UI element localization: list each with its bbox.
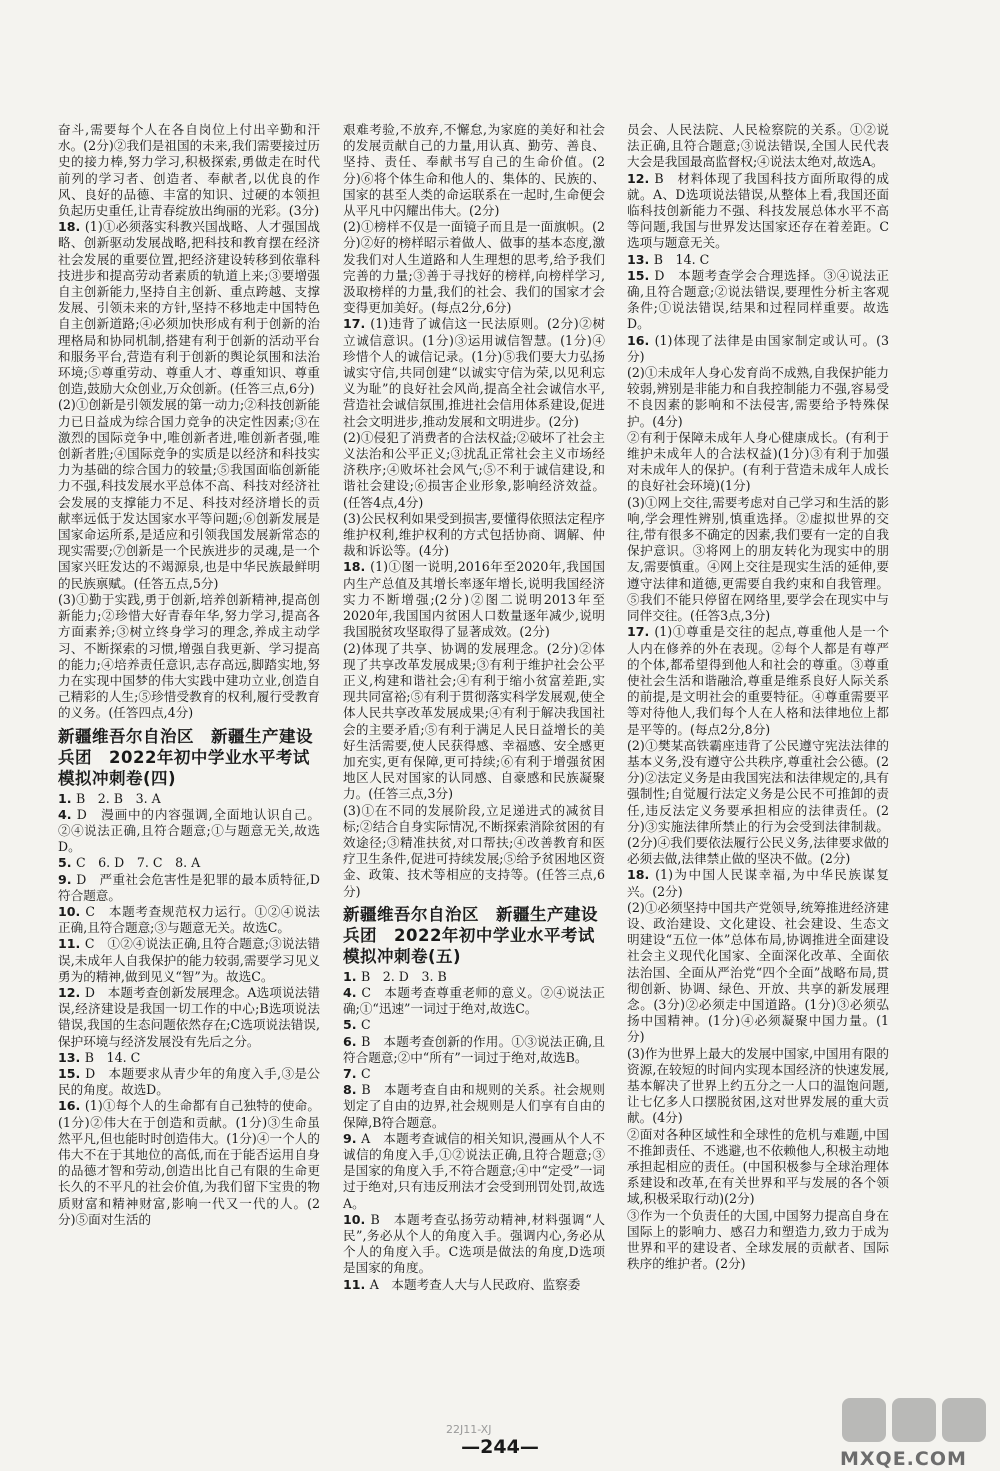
question-number: 18. [627,867,656,883]
answer-block [343,1277,605,1293]
answer-block [58,219,320,397]
answer-text: (2)①樊某高铁霸座违背了公民遵守宪法法律的基本义务,没有遵守公共秩序,尊重社会公德。(2分)②法定义务是由我国宪法和法律规定的,具有强制性;自觉履行法定义务是公民不可推卸的责任,违反法定义务要承担相应的法律责任。(2分)③实施法律所禁止的行为会受到法律制裁。(2分)④我们要依法履行公民义务,法律要求做的必须去做,法律禁止做的坚决不做。(2分) [627,737,889,867]
question-number: 10. [343,1211,371,1227]
answer-text: B 14. C [84,1049,141,1065]
answer-block [627,430,889,495]
answer-text: D 严重社会危害性是犯罪的最本质特征,D符合题意。 [58,871,321,903]
answer-block [627,1127,889,1208]
answer-text: (1)①图一说明,2016年至2020年,我国国内生产总值及其增长率逐年增长,说明我国经济实力不断增强;(2分)②图二说明2013年至2020年,我国国内贫困人口数量逐年减少,说明我国脱贫攻坚取得了显著成效。(2分) [343,559,605,640]
answer-text: A 本题考查人大与人民政府、监察委 [369,1276,581,1292]
column-middle [343,122,605,1293]
answer-text: B 2. D 3. B [360,968,447,984]
answer-text: (3)作为世界上最大的发展中国家,中国用有限的资源,在较短的时间内实现本国经济的快速发展,基本解决了世界上约五分之一人口的温饱问题,让七亿多人口摆脱贫困,这对世界发展的重大贡献。(4分) [627,1045,889,1126]
answer-text: B 本题考查创新的作用。①③说法正确,且符合题意;②中“所有”一词过于绝对,故选B。 [343,1033,605,1065]
answer-text: D 本题考查学会合理选择。③④说法正确,且符合题意;②说法错误,要理性分析主客观条件;①说法错误,结果和过程同样重要。故选D。 [627,267,889,332]
question-number: 12. [627,170,655,186]
answer-block [343,430,605,511]
question-number: 5. [58,855,76,871]
answer-text: C 本题考查规范权力运行。①②④说法正确,且符合题意;③与题意无关。故选C。 [58,903,320,936]
answer-block [58,807,320,856]
question-number: 13. [58,1049,85,1065]
section-title: 新疆维吾尔自治区 新疆生产建设兵团 2022年初中学业水平考试模拟冲刺卷(五) [343,904,598,966]
answer-block [343,1034,605,1066]
answer-text: (1)为中国人民谋幸福,为中华民族谋复兴。(2分) [627,867,889,899]
answer-text: ②有利于保障未成年人身心健康成长。(有利于维护未成年人的合法权益)(1分)③有利于加强对未成年人的保护。(有利于营造未成年人成长的良好社会环境)(1分) [627,429,889,494]
answer-text: B 本题考查弘扬劳动精神,材料强调“人民”,务必从个人的角度入手。强调内心,务必从个人的角度入手。C选项是做法的角度,D选项是国家的角度。 [343,1211,605,1276]
question-number: 13. [627,251,654,267]
answer-text: 艰难考验,不放弃,不懈怠,为家庭的美好和社会的发展贡献自己的力量,用认真、勤劳、善良、坚持、责任、奉献书写自己的生命价值。(2分)⑥将个体生命和他人的、集体的、民族的、国家的甚至人类的命运联系在一起时,生命便会从平凡中闪耀出伟大。(2分) [343,122,605,219]
section-title: 新疆维吾尔自治区 新疆生产建设兵团 2022年初中学业水平考试模拟冲刺卷(四) [58,726,313,788]
question-number: 4. [58,806,77,822]
answer-text: D 本题要求从青少年的角度入手,③是公民的角度。故选D。 [58,1065,320,1098]
answer-block [627,122,889,171]
answer-text: (2)体现了共享、协调的发展理念。(2分)②体现了共享改革发展成果;③有利于维护社会公平正义,构建和谐社会;④有利于缩小贫富差距,实现共同富裕;⑤有利于贯彻落实科学发展观,使全体人民共享改革发展成果;④有利于解决我国社会的主要矛盾;⑤有利于满足人民日益增长的美好生活需要,使人民获得感、幸福感、安全感更加充实,更有保障,更可持续;⑥有利于增强贫困地区人民对国家的认同感、自豪感和民族凝聚力。(任答三点,3分) [343,640,605,802]
question-number: 5. [343,1017,361,1033]
answer-block [343,1066,605,1082]
answer-text: B 本题考查自由和规则的关系。社会规则划定了自由的边界,社会规则是人们享有自由的保障,B符合题意。 [343,1082,605,1130]
answer-block [627,333,889,365]
answer-block [343,122,605,219]
answer-text: (2)①未成年人身心发育尚不成熟,自我保护能力较弱,辨别是非能力和自我控制能力不强,容易受不良因素的影响和不法侵害,需要给予特殊保护。(4分) [627,365,889,429]
answer-block [343,316,605,429]
answer-text: (3)①网上交往,需要考虑对自己学习和生活的影响,学会理性辨别,慎重选择。②虚拟世界的交往,带有很多不确定的因素,我们要有一定的自我保护意识。③将网上的朋友转化为现实中的朋友,需要慎重。④网上交往是现实生活的延伸,要遵守法律和道德,更需要自我约束和自我管理。⑤我们不能只停留在网络里,要学会在现实中与同伴交往。(任答3点,3分) [627,494,889,624]
answer-text: B 2. B 3. A [75,790,161,806]
column-left [58,122,320,1228]
question-number: 17. [343,316,371,332]
question-number: 10. [58,903,86,919]
answer-block [627,171,889,252]
answer-block [58,397,320,591]
answer-block [343,985,605,1017]
question-number: 16. [627,332,655,348]
answer-block [627,1208,889,1273]
question-number: 1. [343,968,361,984]
answer-text: C 本题考查尊重老师的意义。②④说法正确;①“迅速”一词过于绝对,故选C。 [343,984,605,1017]
question-number: 12. [58,984,85,1000]
answer-block [58,872,320,904]
answer-text: (2)①榜样不仅是一面镜子而且是一面旗帜。(2分)②好的榜样昭示着做人、做事的基本态度,激发我们对人生道路和人生理想的思考,给予我们完善的力量;③善于寻找好的榜样,向榜样学习,汲取榜样的力量,我们的社会、我们的国家才会变得更加美好。(每点2分,6分) [343,219,605,316]
answer-block [343,1082,605,1131]
answer-text: A 本题考查诚信的相关知识,漫画从个人不诚信的角度入手,①②说法正确,且符合题意;③是国家的角度入手,不符合题意;④中“定受”一词过于绝对,只有违反刑法才会受到刑罚处罚,故选A。 [343,1130,605,1211]
question-number: 9. [343,1130,362,1146]
question-number: 8. [343,1082,362,1098]
question-number: 18. [343,559,371,575]
answer-text: (1)违背了诚信这一民法原则。(2分)②树立诚信意识。(1分)③运用诚信智慧。(1分)④珍惜个人的诚信记录。(1分)⑤我们要大力弘扬诚实守信,共同创建“以诚实守信为荣,以见利忘义为耻”的良好社会风尚,提高全社会诚信水平,营造社会诚信氛围,推进社会信用体系建设,促进社会文明进步,推动发展和文明进步。(2分) [343,316,605,429]
answer-text: C ①②④说法正确,且符合题意;③说法错误,未成年人自我保护的能力较弱,需要学习见义勇为的精神,做到见义“智”为。故选C。 [58,936,320,984]
answer-block [58,985,320,1050]
answer-text: (3)①勤于实践,勇于创新,培养创新精神,提高创新能力;②珍惜大好青春年华,努力学习,提高各方面素养;③树立终身学习的理念,养成主动学习、不断探索的习惯,增强自我更新、学习提高的能力;④培养责任意识,志存高远,脚踏实地,努力在实现中国梦的伟大实践中建功立业,创造自己精彩的人生;⑤珍惜受教育的权利,履行受教育的义务。(任答四点,4分) [58,591,320,721]
answer-block [58,855,320,871]
question-number: 15. [627,267,655,283]
answer-block [58,1050,320,1066]
question-number: 7. [343,1065,361,1081]
answer-block [627,738,889,868]
answer-block [58,936,320,985]
answer-text: 奋斗,需要每个人在各自岗位上付出辛勤和汗水。(2分)②我们是祖国的未来,我们需要接过历史的接力棒,努力学习,积极探索,勇做走在时代前列的学习者、创造者、奉献者,以优良的作风、良好的品德、丰富的知识、过硬的本领担负起历史重任,让青春绽放出绚丽的光彩。(3分) [58,122,320,219]
answer-block [343,559,605,640]
question-number: 11. [58,936,85,952]
answer-block [343,803,605,900]
question-number: 15. [58,1065,86,1081]
answer-block [343,511,605,560]
answer-text: (1)体现了法律是由国家制定或认可。(3分) [627,332,890,364]
watermark-text: MXQE.COM [840,1448,967,1470]
answer-text: (1)①每个人的生命都有自己独特的使命。(1分)②伟大在于创造和贡献。(1分)③生命虽然平凡,但也能时时创造伟大。(1分)④一个人的伟大不在于其地位的高低,而在于能否运用自身的品德才智和劳动,创造出比自己有限的生命更长久的不平凡的社会价值,为我们留下宝贵的物质财富和精神财富,影响一代又一代的人。(2分)⑤面对生活的 [58,1098,320,1227]
answer-text: (1)①尊重是交往的起点,尊重他人是一个人内在修养的外在表现。②每个人都是有尊严的个体,都希望得到他人和社会的尊重。③尊重使社会生活和谐融洽,尊重是维系良好人际关系的前提,是文明社会的重要特征。④尊重需要平等对待他人,我们每个人在人格和法律地位上都是平等的。(每点2分,8分) [627,624,889,737]
answer-block [343,641,605,803]
answer-text: ②面对各种区域性和全球性的危机与难题,中国不推卸责任、不逃避,也不依赖他人,积极主动地承担起相应的责任。(中国积极参与全球治理体系建设和改革,在有关世界和平与发展的各个领域,积极采取行动)(2分) [627,1126,889,1207]
answer-block [627,1046,889,1127]
answer-block [58,1098,320,1228]
answer-block [627,365,889,430]
answer-block [58,904,320,936]
question-number: 6. [343,1033,362,1049]
answer-text: (3)①在不同的发展阶段,立足递进式的减贫目标;②结合自身实际情况,不断探索消除贫困的有效途径;③精准扶贫,对口帮扶;④改善教育和医疗卫生条件,促进可持续发展;⑤给予贫困地区资金、政策、技术等相应的支持等。(任答三点,6分) [343,802,605,899]
answer-block [58,791,320,807]
answer-text: B 材料体现了我国科技方面所取得的成就。A、D选项说法错误,从整体上看,我国还面临科技创新能力不强、科技发展总体水平不高等问题,我国与世界发达国家还存在着差距。C选项与题意无关。 [627,170,889,251]
answer-block [58,592,320,722]
answer-block [343,219,605,316]
question-number: 4. [343,984,362,1000]
question-number: 1. [58,790,76,806]
answer-block [627,252,889,268]
answer-text: D 本题考查创新发展理念。A选项说法错误,经济建设是我国一切工作的中心;B选项说法错误,我国的生态问题依然存在;C选项说法错误,保护环境与经济发展没有先后之分。 [58,984,320,1049]
question-number: 11. [343,1276,370,1292]
answer-block [627,495,889,625]
question-number: 17. [627,624,655,640]
question-number: 16. [58,1098,85,1114]
print-code: 22J11-XJ [446,1423,492,1436]
page-number: —244— [461,1436,539,1458]
answer-block [343,1131,605,1212]
answer-text: D 漫画中的内容强调,全面地认识自己。②④说法正确,且符合题意;①与题意无关,故选D。 [58,806,320,855]
answer-text: C [360,1017,371,1033]
answer-text: ③作为一个负责任的大国,中国努力提高自身在国际上的影响力、感召力和塑造力,致力于成为世界和平的建设者、全球发展的贡献者、国际秩序的维护者。(2分) [627,1207,889,1272]
answer-block [627,867,889,899]
answer-text: C 6. D 7. C 8. A [75,855,201,871]
answer-text: B 14. C [653,251,710,267]
answer-block [343,1212,605,1277]
answer-text: (2)①创新是引领发展的第一动力;②科技创新能力已日益成为综合国力竞争的决定性因素;③在激烈的国际竞争中,唯创新者进,唯创新者强,唯创新者胜;④国际竞争的实质是以经济和科技实力为基础的综合国力的较量;⑤我国面临创新能力不强,科技发展水平总体不高、科技对经济社会发展的支撑能力不足、科技对经济增长的贡献率远低于发达国家水平等问题;⑥创新发展是国家命运所系,是适应和引领我国发展新常态的现实需要;⑦创新是一个民族进步的灵魂,是一个国家兴旺发达的不竭源泉,也是中华民族最鲜明的民族禀赋。(任答五点,5分) [58,397,320,591]
answer-block [58,1066,320,1098]
question-number: 9. [58,871,77,887]
answer-text: (3)公民权利如果受到损害,要懂得依照法定程序维护权利,维护权利的方式包括协商、调解、仲裁和诉讼等。(4分) [343,510,605,559]
answer-block [627,268,889,333]
answer-block [343,1017,605,1033]
answer-block [343,969,605,985]
answer-text: 员会、人民法院、人民检察院的关系。①②说法正确,且符合题意;③说法错误,全国人民代表大会是我国最高监督权;④说法太绝对,故选A。 [627,122,889,170]
answer-text: (1)①必须落实科教兴国战略、人才强国战略、创新驱动发展战略,把科技和教育摆在经济社会发展的重要位置,把经济建设转移到依靠科技进步和提高劳动者素质的轨道上来;③要增强自主创新能力,坚持自主创新、重点跨越、支撑发展、引领未来的方针,坚持不移地走中国特色自主创新道路;④必须加快形成有利于创新的治理格局和协同机制,搭建有利于创新的活动平台和服务平台,营造有利于创新的舆论氛围和法治环境;⑤尊重劳动、尊重人才、尊重知识、尊重创造,鼓励大众创业,万众创新。(任答三点,6分) [58,219,320,397]
answer-block [627,624,889,737]
question-number: 18. [58,219,85,235]
answer-text: (2)①侵犯了消费者的合法权益;②破坏了社会主义法治和公平正义;③扰乱正常社会主义市场经济秩序;④败坏社会风气;⑤不利于诚信建设,和谐社会建设;⑥损害企业形象,影响经济效益。(任答4点,4分) [343,429,605,510]
answer-block [58,122,320,219]
answer-text: (2)①必须坚持中国共产党领导,统筹推进经济建设、政治建设、文化建设、社会建设、生态文明建设“五位一体”总体布局,协调推进全面建设社会主义现代化国家、全面深化改革、全面依法治国、全面从严治党“四个全面”战略布局,贯彻创新、协调、绿色、开放、共享的新发展理念。(3分)②必须走中国道路。(1分)③必须弘扬中国精神。(1分)④必须凝聚中国力量。(1分) [627,899,889,1045]
answer-block [627,900,889,1046]
answer-text: C [360,1065,371,1081]
column-right [627,122,889,1272]
